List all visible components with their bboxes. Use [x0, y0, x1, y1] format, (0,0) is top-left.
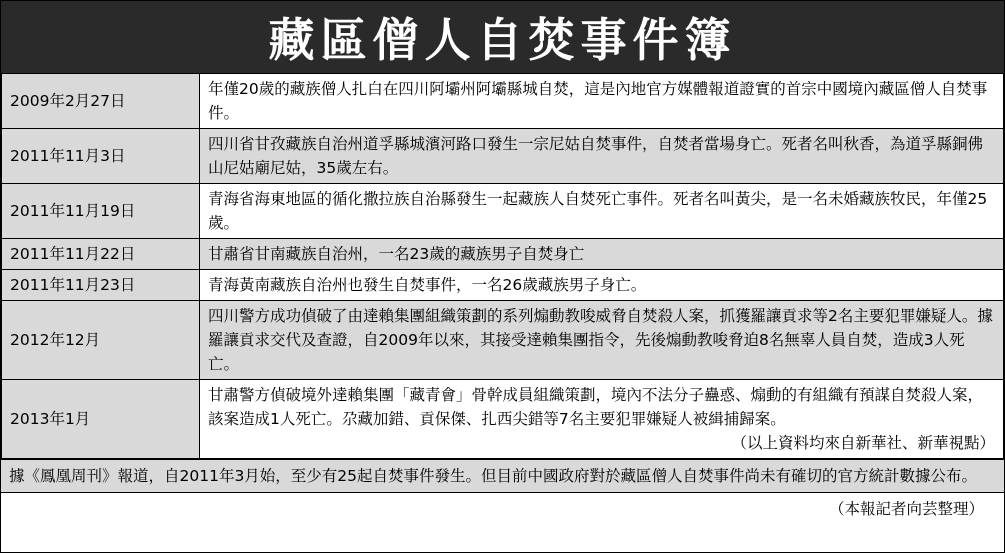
table-row [2, 129, 1004, 184]
event-date: 2011年11月22日 [2, 239, 200, 270]
event-description-text: 甘肅警方偵破境外達賴集團「藏青會」骨幹成員組織策劃，境內不法分子蠱惑、煽動的有組織有預謀自焚殺人案，該案造成1人死亡。尕藏加錯、貢保傑、扎西尖錯等7名主要犯罪嫌疑人被緝捕歸案。 [208, 386, 984, 428]
footer-note: 據《鳳凰周刊》報道，自2011年3月始，至少有25起自焚事件發生。但目前中國政府對於藏區僧人自焚事件尚未有確切的官方統計數據公布。 [1, 459, 1004, 492]
event-table [1, 73, 1004, 459]
table-row [2, 74, 1004, 129]
event-description: 青海黃南藏族自治州也發生自焚事件，一名26歲藏族男子身亡。 [200, 270, 1004, 301]
event-date: 2011年11月3日 [2, 129, 200, 184]
event-description: 四川警方成功偵破了由達賴集團組織策劃的系列煽動教唆威脅自焚殺人案，抓獲羅讓貢求等2名主要犯罪嫌疑人。據羅讓貢求交代及查證，自2009年以來，其接受達賴集團指令，先後煽動教唆脅迫8名無辜人員自焚，造成3人死亡。 [200, 301, 1004, 380]
event-date: 2011年11月19日 [2, 184, 200, 239]
table-row [2, 239, 1004, 270]
event-description: 甘肅省甘南藏族自治州，一名23歲的藏族男子自焚身亡 [200, 239, 1004, 270]
event-date: 2011年11月23日 [2, 270, 200, 301]
source-note: （以上資料均來自新華社、新華視點） [731, 434, 995, 452]
page-title: 藏區僧人自焚事件簿 [268, 13, 737, 67]
event-date: 2012年12月 [2, 301, 200, 380]
table-row [2, 380, 1004, 459]
event-description: 青海省海東地區的循化撒拉族自治縣發生一起藏族人自焚死亡事件。死者名叫黃尖，是一名未婚藏族牧民，年僅25歲。 [200, 184, 1004, 239]
reporter-credit: （本報記者向芸整理） [1, 492, 1004, 527]
table-row [2, 301, 1004, 380]
event-date: 2009年2月27日 [2, 74, 200, 129]
event-description: 年僅20歲的藏族僧人扎白在四川阿壩州阿壩縣城自焚，這是內地官方媒體報道證實的首宗中國境內藏區僧人自焚事件。 [200, 74, 1004, 129]
table-row [2, 184, 1004, 239]
event-date: 2013年1月 [2, 380, 200, 459]
title-bar [1, 1, 1004, 73]
table-row [2, 270, 1004, 301]
event-description: 四川省甘孜藏族自治州道孚縣城濱河路口發生一宗尼姑自焚事件，自焚者當場身亡。死者名叫秋香，為道孚縣銅佛山尼姑廟尼姑，35歲左右。 [200, 129, 1004, 184]
event-description [200, 380, 1004, 459]
